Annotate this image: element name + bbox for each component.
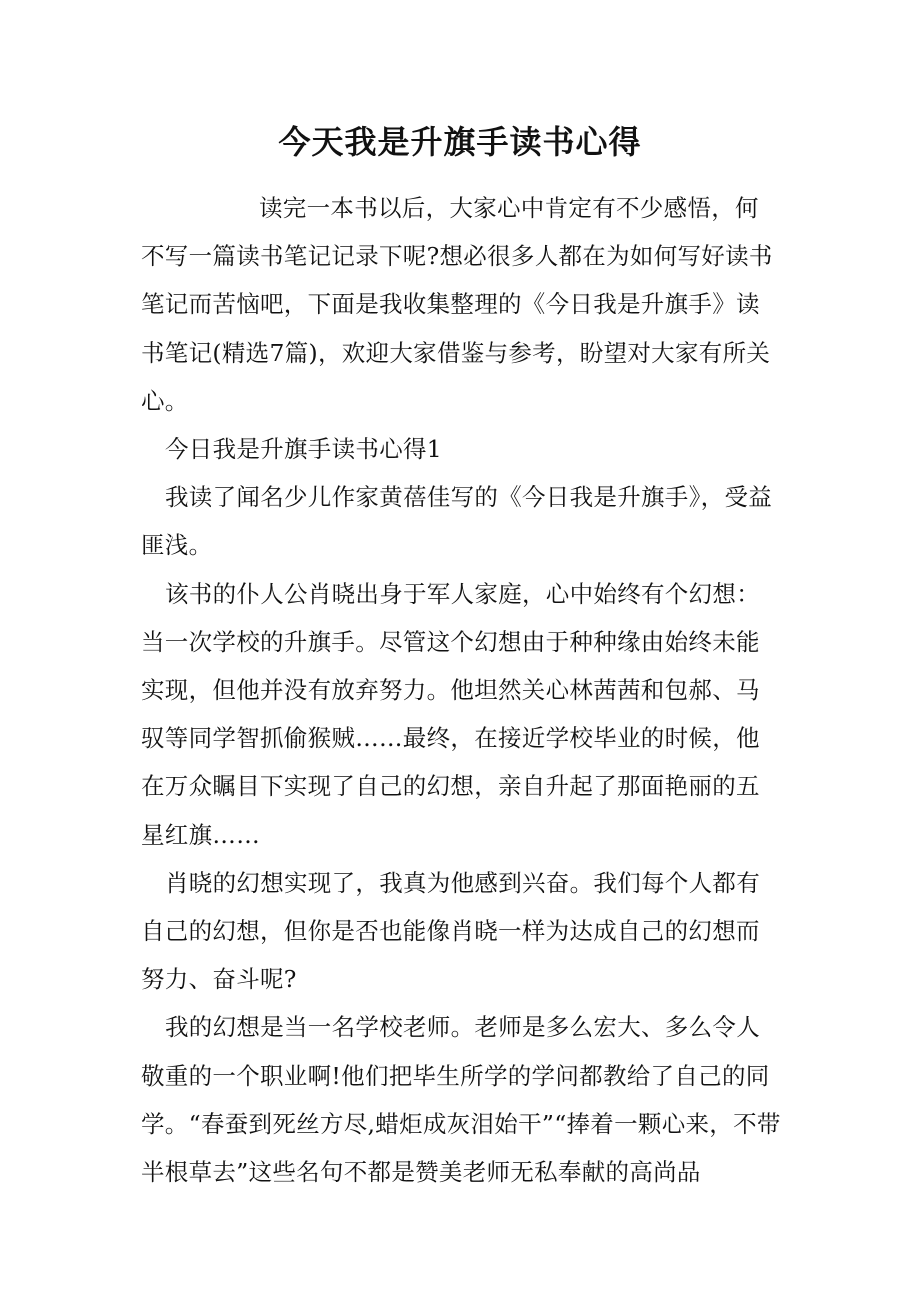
body-paragraph: 该书的仆人公肖晓出身于军人家庭，心中始终有个幻想：当一次学校的升旗手。尽管这个幻想由于种种缘由始终未能实现，但他并没有放弃努力。他坦然关心林茜茜和包郝、马驭等同学智抓偷猴贼……最终，在接近学校毕业的时候，他在万众瞩目下实现了自己的幻想，亲自升起了那面艳丽的五星红旗……	[141, 579, 760, 849]
body-paragraph: 我的幻想是当一名学校老师。老师是多么宏大、多么令人敬重的一个职业啊!他们把毕生所学的学问都教给了自己的同学。“春蚕到死丝方尽,蜡炬成灰泪始干”“捧着一颗心来，不带半根草去”这些名句不都是赞美老师无私奉献的高尚品	[141, 1013, 781, 1187]
body-paragraph: 肖晓的幻想实现了，我真为他感到兴奋。我们每个人都有自己的幻想，但你是否也能像肖晓一样为达成自己的幻想而努力、奋斗呢?	[141, 868, 760, 994]
intro-paragraph: 读完一本书以后，大家心中肯定有不少感悟，何不写一篇读书笔记记录下呢?想必很多人都在为如何写好读书笔记而苦恼吧，下面是我收集整理的《今日我是升旗手》读书笔记(精选7篇)，欢迎大家借鉴与参考，盼望对大家有所关心。	[141, 194, 773, 415]
section-heading: 今日我是升旗手读书心得1	[165, 435, 443, 464]
body-paragraph: 我读了闻名少儿作家黄蓓佳写的《今日我是升旗手》，受益匪浅。	[141, 483, 773, 560]
document-body	[141, 184, 781, 1196]
document-title: 今天我是升旗手读书心得	[278, 123, 642, 161]
